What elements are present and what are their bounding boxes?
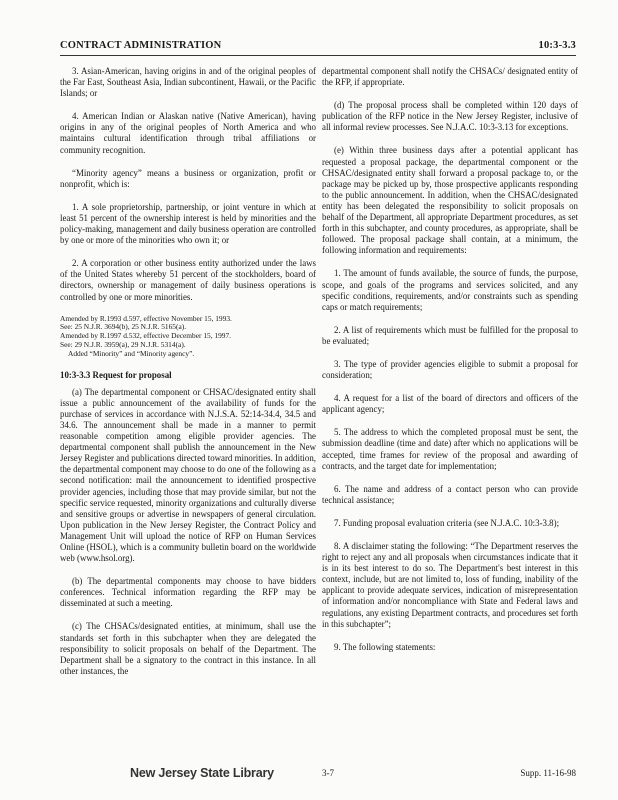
paragraph: 4. American Indian or Alaskan native (Native American), having origins in any of the original peoples of North America and who maintains cultural identification through tribal affiliations or community recognition. bbox=[60, 111, 316, 155]
paragraph: (a) The departmental component or CHSAC/designated entity shall issue a public announcement of the availability of funds for the purchase of services in accordance with N.J.S.A. 52:14-34.4, 34.5 and 34.6. The announcement shall be made in a manner to permit reasonable competition among eligible provider agencies. The departmental component shall publish the announcement in the New Jersey Register and publications directed toward minorities. In addition, the departmental component may choose to do one of the following as a second notification: mail the announcement to identified prospective provider agencies, including those that may provide similar, but not the specific service requested, minority organizations and culturally diverse and sensitive groups or advertise in newspapers of general circulation. Upon publication in the New Jersey Register, the Contract Policy and Management Unit will upload the notice of RFP on Human Services Online (HSOL), which is a community bulletin board on the worldwide web (www.hsol.org). bbox=[60, 386, 316, 564]
paragraph: 3. Asian-American, having origins in and of the original peoples of the Far East, Southeast Asia, Indian subcontinent, Hawaii, or the Pacific Islands; or bbox=[60, 66, 316, 99]
supplement-date: Supp. 11-16-98 bbox=[520, 768, 576, 778]
paragraph: 2. A list of requirements which must be fulfilled for the proposal to be evaluated; bbox=[322, 324, 578, 346]
header-title: CONTRACT ADMINISTRATION bbox=[60, 40, 222, 51]
paragraph: (d) The proposal process shall be completed within 120 days of publication of the RFP notice in the New Jersey Register, inclusive of all informal review processes. See N.J.A.C. 10:3-3.13 for exceptions. bbox=[322, 100, 578, 133]
amendment-note: See: 29 N.J.R. 3959(a), 29 N.J.R. 5314(a). bbox=[60, 339, 186, 349]
paragraph: (b) The departmental components may choose to have bidders conferences. Technical information regarding the RFP may be disseminated at such a meeting. bbox=[60, 576, 316, 609]
header-section-number: 10:3-3.3 bbox=[538, 40, 576, 51]
paragraph: “Minority agency” means a business or organization, profit or nonprofit, which is: bbox=[60, 167, 316, 189]
paragraph: 6. The name and address of a contact person who can provide technical assistance; bbox=[322, 483, 578, 505]
amendment-note: Amended by R.1997 d.532, effective December 15, 1997. bbox=[60, 331, 232, 341]
amendment-note: Added “Minority” and “Minority agency”. bbox=[68, 348, 195, 358]
header-rule bbox=[60, 55, 576, 56]
paragraph: (e) Within three business days after a potential applicant has requested a proposal package, the departmental component or the CHSAC/designated entity shall forward a proposal package to, or the package may be picked up by, those prospective applicants responding to the public announcement. In addition, when the CHSAC/designated entity has been delegated the responsibility to solicit proposals on behalf of the Department, all appropriate Department procedures, as set forth in this subchapter, and county procedures, as appropriate, shall be followed. The proposal package shall contain, at a minimum, the following information and requirements: bbox=[322, 145, 578, 256]
paragraph: departmental component shall notify the CHSACs/ designated entity of the RFP, if appropriate. bbox=[322, 66, 578, 88]
left-column bbox=[60, 66, 316, 689]
paragraph: 2. A corporation or other business entity authorized under the laws of the United States whereby 51 percent of the stockholders, board of directors, ownership or management of daily business operations is controlled by one or more minorities. bbox=[60, 258, 316, 302]
amendment-note: Amended by R.1993 d.597, effective November 15, 1993. bbox=[60, 313, 232, 323]
paragraph: 1. The amount of funds available, the source of funds, the purpose, scope, and goals of the programs and services solicited, and any specific conditions, requirements, and/or constraints such as spending caps or match requirements; bbox=[322, 268, 578, 312]
library-stamp: New Jersey State Library bbox=[130, 766, 274, 780]
paragraph: 8. A disclaimer stating the following: “The Department reserves the right to reject any and all proposals when circumstances indicate that it is in its best interest to do so. The Department's best interest in this context, include, but are not limited to, loss of funding, inability of the applicant to provide adequate services, indication of misrepresentation of information and/or noncompliance with State and Federal laws and regulations, any existing Department contracts, and procedures set forth in this subchapter”; bbox=[322, 541, 578, 629]
paragraph: 7. Funding proposal evaluation criteria (see N.J.A.C. 10:3-3.8); bbox=[334, 517, 560, 528]
page-footer bbox=[60, 768, 576, 784]
page-number: 3-7 bbox=[322, 768, 334, 778]
paragraph: 5. The address to which the completed proposal must be sent, the submission deadline (time and date) after which no applications will be accepted, time frames for review of the proposal and awarding of contracts, and the target date for implementation; bbox=[322, 427, 578, 471]
paragraph: 9. The following statements: bbox=[334, 641, 436, 652]
paragraph: 1. A sole proprietorship, partnership, or joint venture in which at least 51 percent of the ownership interest is held by minorities and the policy-making, management and daily business operation are controlled by one or more of the minorities who own it; or bbox=[60, 201, 316, 246]
right-column bbox=[322, 66, 578, 665]
amendment-note: See: 25 N.J.R. 3694(b), 25 N.J.R. 5165(a). bbox=[60, 322, 187, 332]
paragraph: 4. A request for a list of the board of directors and officers of the applicant agency; bbox=[322, 393, 578, 415]
running-header bbox=[60, 40, 576, 56]
paragraph: (c) The CHSACs/designated entities, at minimum, shall use the standards set forth in this subchapter when they are delegated the responsibility to solicit proposals on behalf of the Department. The Department shall be a signatory to the contract in this instance. In all other instances, the bbox=[60, 621, 316, 676]
section-heading: 10:3-3.3 Request for proposal bbox=[60, 369, 172, 380]
paragraph: 3. The type of provider agencies eligible to submit a proposal for consideration; bbox=[322, 358, 578, 381]
